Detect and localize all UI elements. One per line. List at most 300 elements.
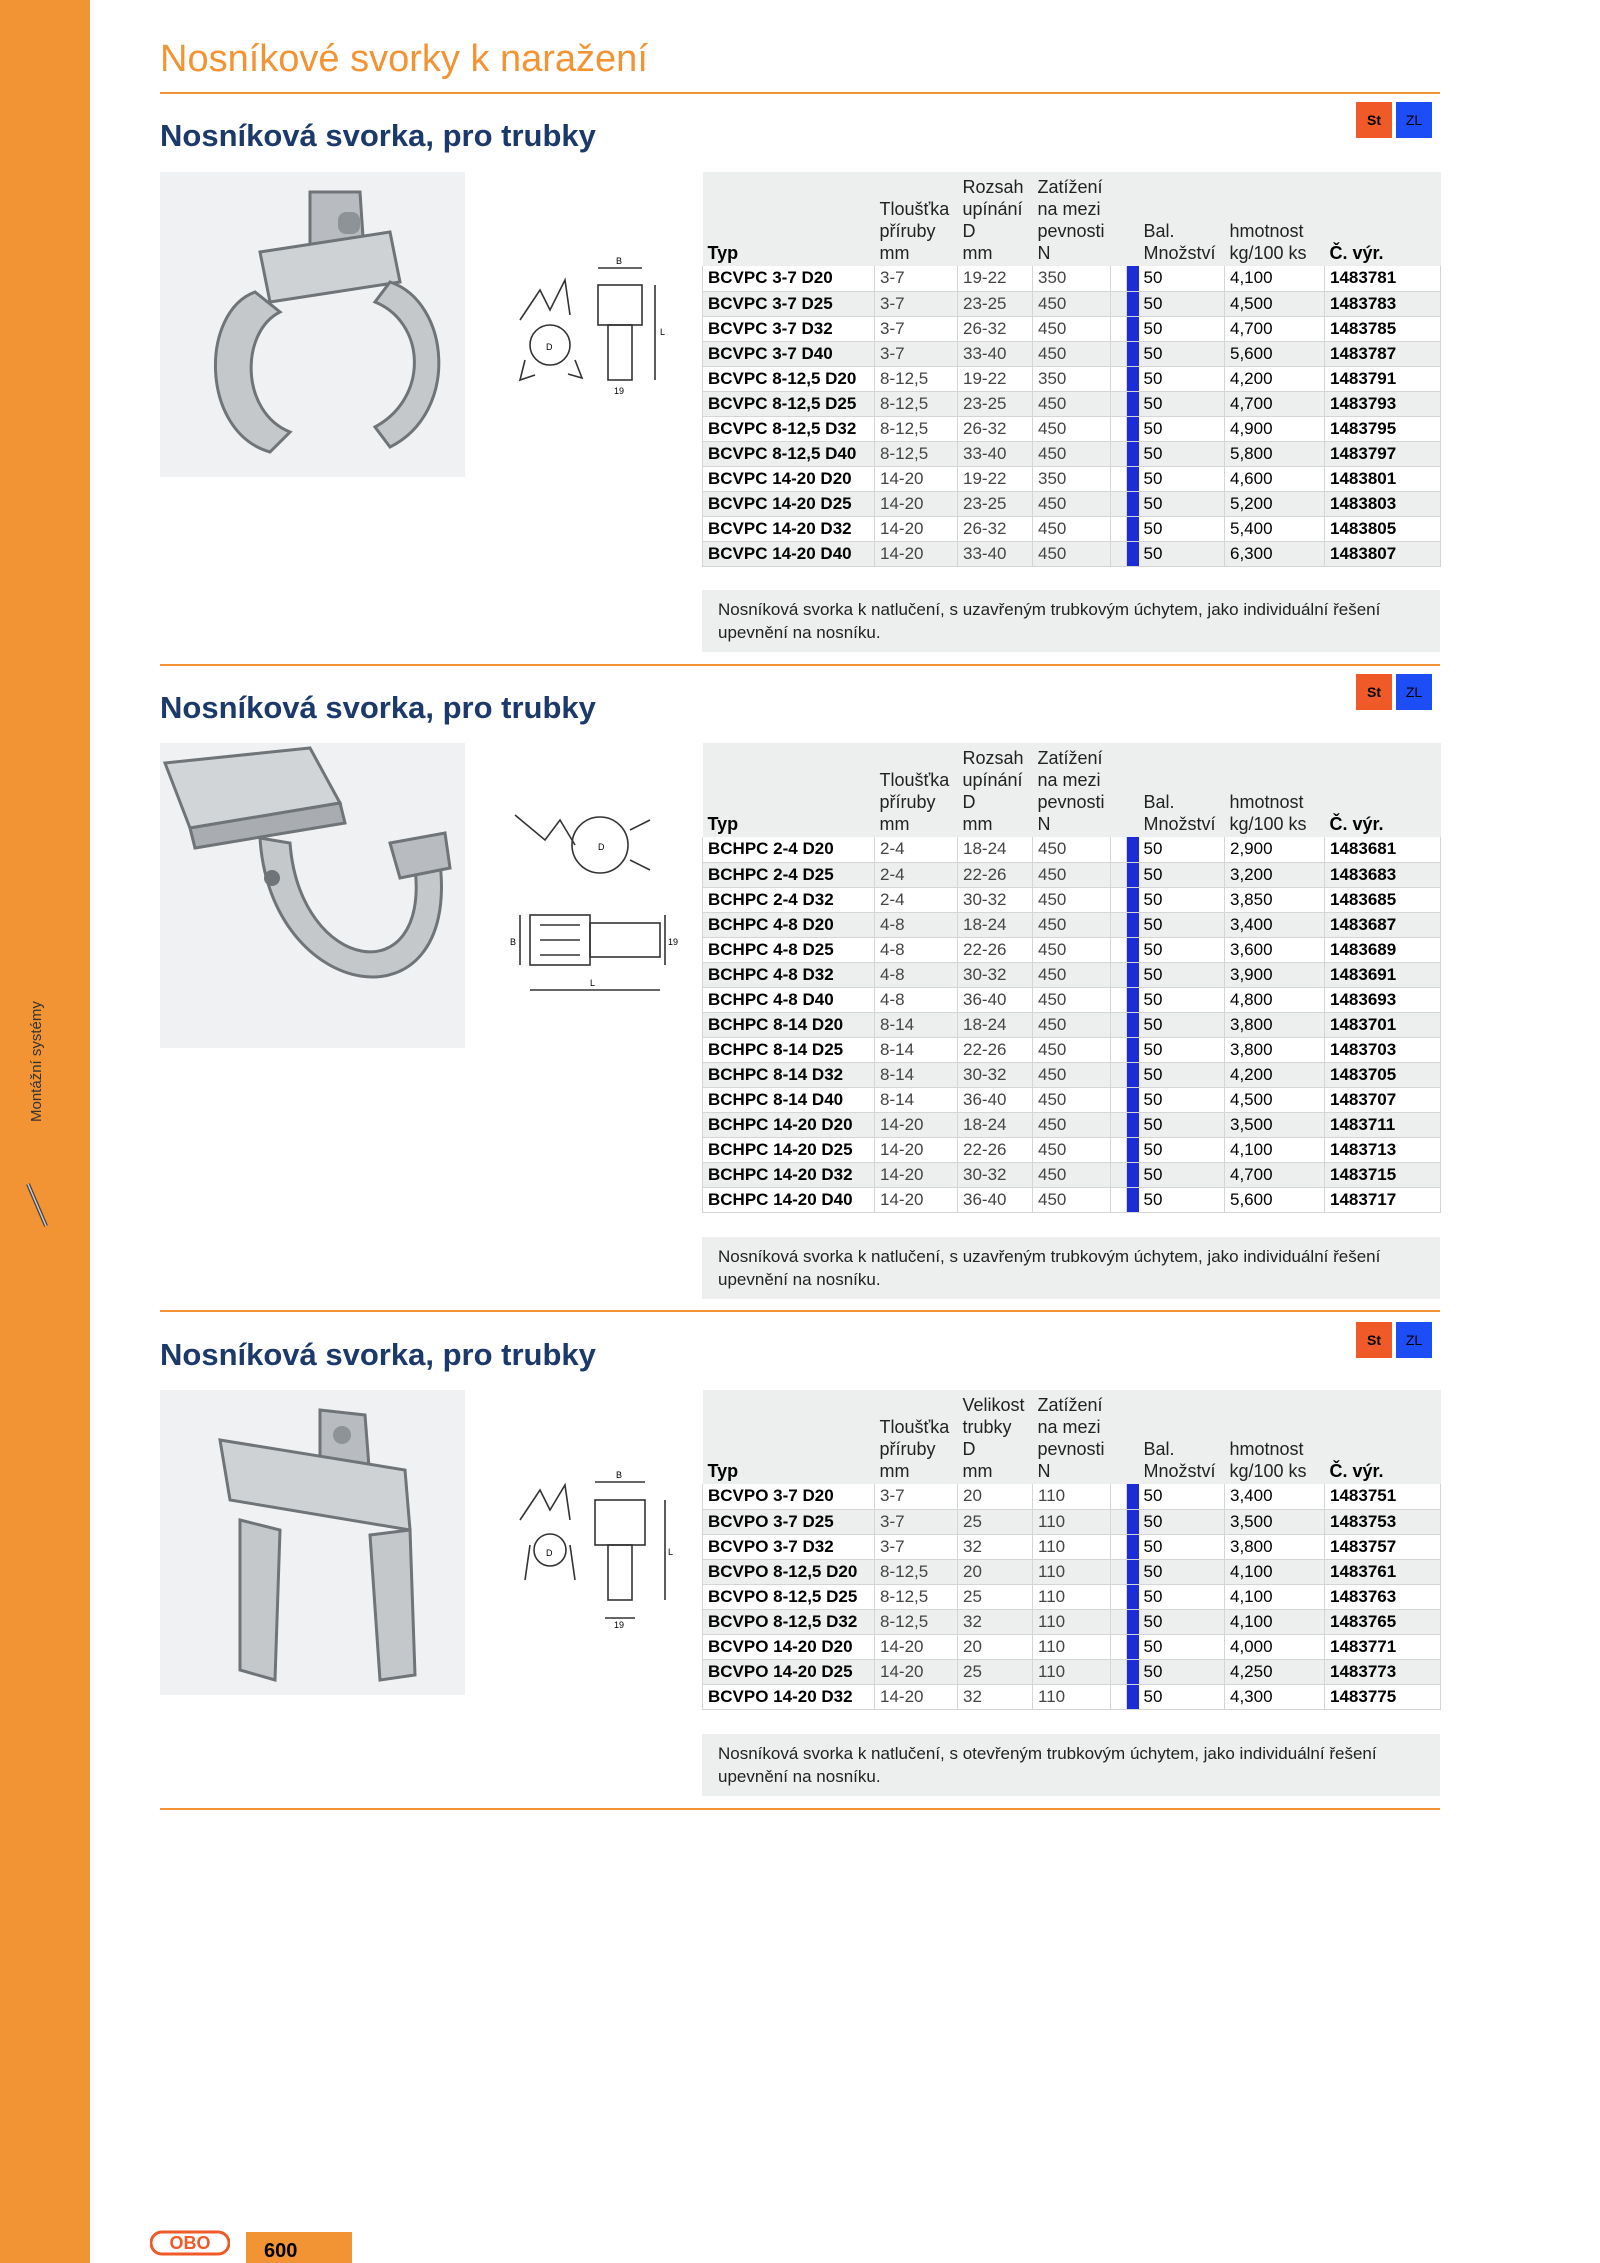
- cell-load: 450: [1033, 1187, 1111, 1212]
- cell-article: 1483705: [1325, 1062, 1441, 1087]
- cell-article: 1483807: [1325, 541, 1441, 566]
- cell-weight: 4,200: [1225, 366, 1325, 391]
- qty-bar: [1127, 1509, 1139, 1534]
- cell-qty: 50: [1139, 1584, 1225, 1609]
- cell-load: 450: [1033, 1037, 1111, 1062]
- cell-load: 450: [1033, 987, 1111, 1012]
- badge-st: St: [1356, 674, 1392, 710]
- cell-qty: 50: [1139, 1137, 1225, 1162]
- cell-flange: 14-20: [875, 491, 958, 516]
- cell-flange: 14-20: [875, 516, 958, 541]
- cell-weight: 4,500: [1225, 1087, 1325, 1112]
- cell-qty: 50: [1139, 837, 1225, 862]
- cell-article: 1483717: [1325, 1187, 1441, 1212]
- cell-type: BCVPO 14-20 D32: [703, 1684, 875, 1709]
- cell-article: 1483681: [1325, 837, 1441, 862]
- divider: [160, 92, 1440, 94]
- table-row: [703, 1162, 1441, 1187]
- divider: [160, 1808, 1440, 1810]
- cell-spacer: [1111, 887, 1127, 912]
- cell-range: 25: [958, 1659, 1033, 1684]
- badge-st: St: [1356, 102, 1392, 138]
- cell-range: 18-24: [958, 1012, 1033, 1037]
- col-header-spacer: [1111, 172, 1127, 266]
- cell-spacer: [1111, 912, 1127, 937]
- col-header-typ: Typ: [703, 172, 875, 266]
- cell-qty: 50: [1139, 1062, 1225, 1087]
- table-row: [703, 1012, 1441, 1037]
- dim-19: 19: [614, 386, 625, 396]
- col-header-line: N: [1037, 243, 1051, 263]
- cell-load: 110: [1033, 1484, 1111, 1509]
- page-tab: [246, 2232, 352, 2263]
- cell-article: 1483805: [1325, 516, 1441, 541]
- cell-range: 36-40: [958, 1087, 1033, 1112]
- cell-article: 1483781: [1325, 266, 1441, 291]
- col-header-line: pevnosti: [1037, 221, 1105, 241]
- cell-qty: 50: [1139, 862, 1225, 887]
- cell-type: BCHPC 4-8 D32: [703, 962, 875, 987]
- table-row: [703, 1062, 1441, 1087]
- cell-flange: 8-14: [875, 1012, 958, 1037]
- divider: [160, 664, 1440, 666]
- cell-spacer: [1111, 1137, 1127, 1162]
- cell-load: 450: [1033, 1137, 1111, 1162]
- qty-bar: [1127, 887, 1139, 912]
- col-header-line: Velikost: [962, 1395, 1025, 1415]
- cell-spacer: [1111, 341, 1127, 366]
- cell-article: 1483687: [1325, 912, 1441, 937]
- qty-bar: [1127, 1659, 1139, 1684]
- cell-weight: 3,200: [1225, 862, 1325, 887]
- table-row: [703, 291, 1441, 316]
- cell-type: BCVPC 8-12,5 D20: [703, 366, 875, 391]
- col-header-line: hmotnost: [1229, 1439, 1304, 1459]
- col-header-line: mm: [879, 243, 910, 263]
- cell-load: 350: [1033, 466, 1111, 491]
- col-header-c5: [1225, 172, 1325, 266]
- cell-range: 22-26: [958, 862, 1033, 887]
- cell-flange: 14-20: [875, 466, 958, 491]
- cell-spacer: [1111, 1684, 1127, 1709]
- cell-weight: 4,000: [1225, 1634, 1325, 1659]
- cell-weight: 2,900: [1225, 837, 1325, 862]
- col-header-line: mm: [879, 814, 910, 834]
- cell-load: 450: [1033, 862, 1111, 887]
- product-note: Nosníková svorka k natlučení, s uzavřeným trubkovým úchytem, jako individuální řešení upevnění na nosníku.: [702, 590, 1440, 652]
- cell-spacer: [1111, 987, 1127, 1012]
- cell-flange: 14-20: [875, 541, 958, 566]
- cell-spacer: [1111, 862, 1127, 887]
- dim-19: 19: [668, 937, 679, 947]
- cell-spacer: [1111, 1062, 1127, 1087]
- dim-d: D: [546, 1548, 553, 1558]
- cell-load: 450: [1033, 1112, 1111, 1137]
- cell-weight: 3,500: [1225, 1112, 1325, 1137]
- cell-range: 33-40: [958, 541, 1033, 566]
- cell-type: BCHPC 14-20 D20: [703, 1112, 875, 1137]
- cell-spacer: [1111, 466, 1127, 491]
- col-header-line: příruby: [879, 792, 936, 812]
- cell-range: 36-40: [958, 987, 1033, 1012]
- col-header-line: na mezi: [1037, 1417, 1101, 1437]
- cell-qty: 50: [1139, 1534, 1225, 1559]
- cell-spacer: [1111, 1659, 1127, 1684]
- qty-bar: [1127, 837, 1139, 862]
- product-photo: [160, 172, 465, 477]
- product-note: Nosníková svorka k natlučení, s otevřeným trubkovým úchytem, jako individuální řešení upevnění na nosníku.: [702, 1734, 1440, 1796]
- cell-spacer: [1111, 962, 1127, 987]
- cell-load: 350: [1033, 266, 1111, 291]
- qty-bar: [1127, 1559, 1139, 1584]
- cell-type: BCVPC 3-7 D40: [703, 341, 875, 366]
- cell-qty: 50: [1139, 491, 1225, 516]
- col-header-line: Množství: [1143, 1461, 1216, 1481]
- cell-range: 18-24: [958, 912, 1033, 937]
- table-row: [703, 491, 1441, 516]
- col-header-line: příruby: [879, 221, 936, 241]
- table-row: [703, 1087, 1441, 1112]
- cell-flange: 8-12,5: [875, 441, 958, 466]
- cell-article: 1483765: [1325, 1609, 1441, 1634]
- table-row: [703, 1684, 1441, 1709]
- cell-flange: 8-12,5: [875, 366, 958, 391]
- cell-load: 450: [1033, 416, 1111, 441]
- cell-weight: 4,700: [1225, 391, 1325, 416]
- cell-flange: 3-7: [875, 1484, 958, 1509]
- technical-drawing: [510, 250, 680, 400]
- cell-range: 23-25: [958, 391, 1033, 416]
- table-row: [703, 862, 1441, 887]
- col-header-typ: Typ: [703, 743, 875, 837]
- cell-range: 33-40: [958, 441, 1033, 466]
- qty-bar: [1127, 291, 1139, 316]
- cell-flange: 14-20: [875, 1162, 958, 1187]
- table-row: [703, 366, 1441, 391]
- cell-weight: 3,400: [1225, 1484, 1325, 1509]
- cell-range: 26-32: [958, 516, 1033, 541]
- cell-load: 450: [1033, 391, 1111, 416]
- cell-spacer: [1111, 266, 1127, 291]
- material-badges: [1356, 674, 1432, 710]
- section-title: Nosníková svorka, pro trubky: [160, 1337, 596, 1372]
- col-header-c1: [875, 172, 958, 266]
- cell-qty: 50: [1139, 291, 1225, 316]
- page-title: Nosníkové svorky k naražení: [160, 38, 648, 80]
- cell-article: 1483707: [1325, 1087, 1441, 1112]
- cell-weight: 3,850: [1225, 887, 1325, 912]
- cell-article: 1483693: [1325, 987, 1441, 1012]
- col-header-line: D: [962, 221, 976, 241]
- cell-load: 110: [1033, 1609, 1111, 1634]
- col-header-spacer: [1127, 743, 1139, 837]
- col-header-c3: [1033, 743, 1111, 837]
- cell-range: 20: [958, 1634, 1033, 1659]
- cell-range: 32: [958, 1684, 1033, 1709]
- qty-bar: [1127, 266, 1139, 291]
- product-photo: [160, 1390, 465, 1695]
- col-header-line: mm: [879, 1461, 910, 1481]
- col-header-line: pevnosti: [1037, 792, 1105, 812]
- table-row: [703, 1112, 1441, 1137]
- cell-range: 30-32: [958, 887, 1033, 912]
- cell-flange: 8-12,5: [875, 416, 958, 441]
- table-row: [703, 316, 1441, 341]
- col-header-line: mm: [962, 243, 993, 263]
- cell-load: 450: [1033, 912, 1111, 937]
- col-header-line: příruby: [879, 1439, 936, 1459]
- cell-qty: 50: [1139, 1162, 1225, 1187]
- sidebar-label: Montážní systémy: [28, 1001, 45, 1122]
- dim-l: L: [590, 978, 596, 988]
- cell-spacer: [1111, 491, 1127, 516]
- table-row: [703, 466, 1441, 491]
- cell-spacer: [1111, 1162, 1127, 1187]
- table-row: [703, 1584, 1441, 1609]
- col-header-line: mm: [962, 814, 993, 834]
- cell-flange: 14-20: [875, 1659, 958, 1684]
- cell-article: 1483773: [1325, 1659, 1441, 1684]
- col-header-c2: [958, 1390, 1033, 1484]
- cell-qty: 50: [1139, 266, 1225, 291]
- cell-article: 1483797: [1325, 441, 1441, 466]
- cell-flange: 3-7: [875, 341, 958, 366]
- product-table: [702, 1390, 1441, 1710]
- cell-range: 20: [958, 1559, 1033, 1584]
- cell-qty: 50: [1139, 1559, 1225, 1584]
- cell-weight: 5,200: [1225, 491, 1325, 516]
- col-header-line: hmotnost: [1229, 792, 1304, 812]
- cell-qty: 50: [1139, 1187, 1225, 1212]
- table-row: [703, 1484, 1441, 1509]
- product-table: [702, 172, 1441, 567]
- table-row: [703, 887, 1441, 912]
- cell-flange: 2-4: [875, 837, 958, 862]
- cell-type: BCHPC 8-14 D40: [703, 1087, 875, 1112]
- cell-load: 110: [1033, 1684, 1111, 1709]
- cell-article: 1483689: [1325, 937, 1441, 962]
- cell-weight: 4,600: [1225, 466, 1325, 491]
- cell-flange: 3-7: [875, 1534, 958, 1559]
- cell-article: 1483751: [1325, 1484, 1441, 1509]
- cell-weight: 3,500: [1225, 1509, 1325, 1534]
- divider: [160, 1310, 1440, 1312]
- cell-article: 1483691: [1325, 962, 1441, 987]
- cell-type: BCVPC 3-7 D25: [703, 291, 875, 316]
- col-header-spacer: [1127, 172, 1139, 266]
- col-header-c4: [1139, 172, 1225, 266]
- cell-spacer: [1111, 416, 1127, 441]
- col-header-c6: Č. výr.: [1325, 172, 1441, 266]
- cell-spacer: [1111, 1509, 1127, 1534]
- dim-b: B: [510, 937, 517, 947]
- table-row: [703, 1634, 1441, 1659]
- cell-weight: 5,600: [1225, 1187, 1325, 1212]
- cell-range: 32: [958, 1534, 1033, 1559]
- cell-type: BCHPC 8-14 D25: [703, 1037, 875, 1062]
- qty-bar: [1127, 1012, 1139, 1037]
- material-badges: [1356, 102, 1432, 138]
- cell-load: 450: [1033, 887, 1111, 912]
- screw-icon: [22, 1180, 52, 1230]
- cell-type: BCVPC 8-12,5 D25: [703, 391, 875, 416]
- cell-qty: 50: [1139, 1684, 1225, 1709]
- cell-flange: 14-20: [875, 1112, 958, 1137]
- material-badges: [1356, 1322, 1432, 1358]
- qty-bar: [1127, 1062, 1139, 1087]
- table-row: [703, 391, 1441, 416]
- cell-type: BCVPO 3-7 D25: [703, 1509, 875, 1534]
- table-row: [703, 987, 1441, 1012]
- cell-range: 26-32: [958, 416, 1033, 441]
- col-header-line: Tloušťka: [879, 1417, 950, 1437]
- table-row: [703, 441, 1441, 466]
- col-header-line: Bal.: [1143, 792, 1175, 812]
- cell-type: BCHPC 2-4 D32: [703, 887, 875, 912]
- col-header-line: Rozsah: [962, 177, 1024, 197]
- cell-weight: 4,100: [1225, 266, 1325, 291]
- cell-range: 23-25: [958, 291, 1033, 316]
- table-row: [703, 912, 1441, 937]
- table-header: [703, 1390, 1441, 1484]
- cell-load: 450: [1033, 341, 1111, 366]
- table-row: [703, 1137, 1441, 1162]
- cell-article: 1483763: [1325, 1584, 1441, 1609]
- cell-weight: 3,900: [1225, 962, 1325, 987]
- cell-spacer: [1111, 1584, 1127, 1609]
- cell-range: 18-24: [958, 837, 1033, 862]
- col-header-line: D: [962, 792, 976, 812]
- cell-article: 1483701: [1325, 1012, 1441, 1037]
- cell-qty: 50: [1139, 937, 1225, 962]
- col-header-line: upínání: [962, 199, 1023, 219]
- table-row: [703, 837, 1441, 862]
- cell-load: 450: [1033, 1012, 1111, 1037]
- cell-article: 1483753: [1325, 1509, 1441, 1534]
- cell-load: 110: [1033, 1534, 1111, 1559]
- cell-article: 1483801: [1325, 466, 1441, 491]
- cell-flange: 14-20: [875, 1137, 958, 1162]
- cell-article: 1483703: [1325, 1037, 1441, 1062]
- cell-spacer: [1111, 1012, 1127, 1037]
- cell-qty: 50: [1139, 987, 1225, 1012]
- cell-weight: 3,800: [1225, 1534, 1325, 1559]
- dim-l: L: [668, 1547, 674, 1557]
- cell-range: 30-32: [958, 962, 1033, 987]
- col-header-line: kg/100 ks: [1229, 814, 1307, 834]
- cell-type: BCVPO 8-12,5 D25: [703, 1584, 875, 1609]
- cell-qty: 50: [1139, 1634, 1225, 1659]
- cell-article: 1483791: [1325, 366, 1441, 391]
- cell-spacer: [1111, 1112, 1127, 1137]
- qty-bar: [1127, 987, 1139, 1012]
- cell-qty: 50: [1139, 316, 1225, 341]
- section-title: Nosníková svorka, pro trubky: [160, 690, 596, 725]
- table-row: [703, 341, 1441, 366]
- table-row: [703, 1509, 1441, 1534]
- cell-weight: 4,100: [1225, 1584, 1325, 1609]
- cell-article: 1483685: [1325, 887, 1441, 912]
- cell-flange: 4-8: [875, 912, 958, 937]
- cell-qty: 50: [1139, 441, 1225, 466]
- logo-text: OBO: [169, 2233, 211, 2253]
- qty-bar: [1127, 1137, 1139, 1162]
- cell-flange: 4-8: [875, 987, 958, 1012]
- qty-bar: [1127, 1087, 1139, 1112]
- cell-type: BCVPO 14-20 D20: [703, 1634, 875, 1659]
- cell-weight: 5,800: [1225, 441, 1325, 466]
- qty-bar: [1127, 491, 1139, 516]
- dim-d: D: [598, 842, 605, 852]
- cell-article: 1483793: [1325, 391, 1441, 416]
- col-header-line: kg/100 ks: [1229, 243, 1307, 263]
- table-row: [703, 1659, 1441, 1684]
- cell-load: 110: [1033, 1584, 1111, 1609]
- col-header-spacer: [1127, 1390, 1139, 1484]
- cell-article: 1483771: [1325, 1634, 1441, 1659]
- cell-type: BCHPC 2-4 D20: [703, 837, 875, 862]
- cell-flange: 8-14: [875, 1062, 958, 1087]
- table-row: [703, 516, 1441, 541]
- cell-article: 1483783: [1325, 291, 1441, 316]
- cell-flange: 14-20: [875, 1684, 958, 1709]
- col-header-line: trubky D: [962, 1417, 1012, 1459]
- table-header: [703, 743, 1441, 837]
- product-photo: [160, 743, 465, 1048]
- cell-flange: 2-4: [875, 887, 958, 912]
- cell-qty: 50: [1139, 466, 1225, 491]
- badge-zl: ZL: [1396, 674, 1432, 710]
- qty-bar: [1127, 516, 1139, 541]
- cell-article: 1483775: [1325, 1684, 1441, 1709]
- badge-zl: ZL: [1396, 102, 1432, 138]
- cell-spacer: [1111, 541, 1127, 566]
- cell-article: 1483785: [1325, 316, 1441, 341]
- cell-qty: 50: [1139, 366, 1225, 391]
- cell-flange: 3-7: [875, 291, 958, 316]
- cell-article: 1483795: [1325, 416, 1441, 441]
- cell-weight: 4,100: [1225, 1609, 1325, 1634]
- qty-bar: [1127, 316, 1139, 341]
- dim-b: B: [616, 256, 623, 266]
- qty-bar: [1127, 962, 1139, 987]
- cell-load: 450: [1033, 962, 1111, 987]
- cell-flange: 8-12,5: [875, 1609, 958, 1634]
- cell-load: 110: [1033, 1634, 1111, 1659]
- cell-article: 1483715: [1325, 1162, 1441, 1187]
- cell-type: BCHPC 14-20 D32: [703, 1162, 875, 1187]
- qty-bar: [1127, 416, 1139, 441]
- col-header-line: Zatížení: [1037, 177, 1103, 197]
- cell-load: 450: [1033, 937, 1111, 962]
- cell-weight: 4,500: [1225, 291, 1325, 316]
- cell-qty: 50: [1139, 391, 1225, 416]
- col-header-line: N: [1037, 814, 1051, 834]
- product-table: [702, 743, 1441, 1213]
- col-header-c6: Č. výr.: [1325, 1390, 1441, 1484]
- col-header-c4: [1139, 743, 1225, 837]
- col-header-c5: [1225, 743, 1325, 837]
- cell-article: 1483711: [1325, 1112, 1441, 1137]
- cell-range: 30-32: [958, 1162, 1033, 1187]
- cell-weight: 5,400: [1225, 516, 1325, 541]
- col-header-c4: [1139, 1390, 1225, 1484]
- cell-range: 23-25: [958, 491, 1033, 516]
- table-row: [703, 962, 1441, 987]
- cell-load: 450: [1033, 441, 1111, 466]
- cell-spacer: [1111, 391, 1127, 416]
- cell-range: 36-40: [958, 1187, 1033, 1212]
